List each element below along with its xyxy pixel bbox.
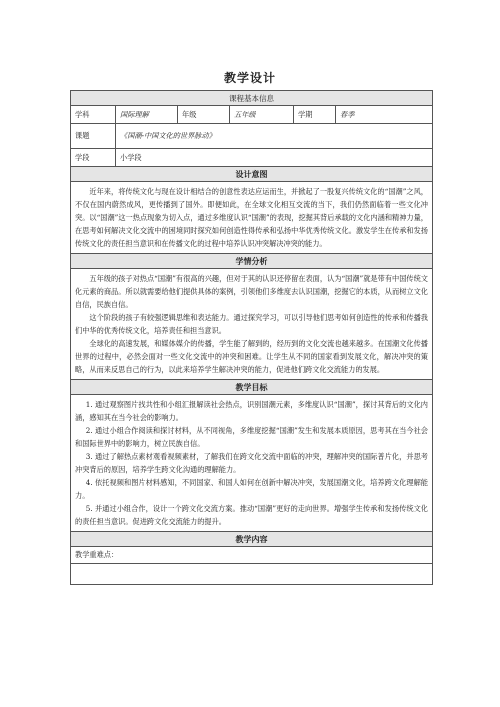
learner-analysis-paragraph: 这个阶段的孩子有较强逻辑思维和表达能力。通过探究学习，可以引导他们思考如何创造性的传承和传播我们中华的优秀传统文化，培养责任和担当意识。 — [75, 313, 428, 335]
objective-item: 3. 通过了解热点素材观看视频素材，了解我们在跨文化交流中面临的冲突，理解冲突的国际普片化，并思考冲突背后的原因，培养学生跨文化沟通的理解能力。 — [75, 452, 428, 474]
subject-label: 学科 — [71, 106, 116, 124]
lesson-plan-table — [70, 90, 433, 585]
subject-value: 国际理解 — [116, 106, 178, 124]
objective-item: 4. 依托视频和图片材料感知，不同国家、和国人如何在创新中解决冲突，发展国潮文化，培养跨文化理解能力。 — [75, 478, 428, 500]
learner-analysis-paragraph: 全球化的高速发展，和媒体媒介的传播，学生能了解到的，经历到的文化交流也越来越多。在国潮文化传播世界的过程中，必然会面对一些文化交流中的冲突和困难。让学生从不同的国家看到发展文化，解决冲突的策略，从而来反思自己的行为，以此来培养学生解决冲突的能力，促进他们跨文化交流能力的发展。 — [75, 339, 428, 374]
learner-analysis-header: 学情分析 — [71, 254, 433, 269]
objectives-header-row — [71, 380, 433, 395]
topic-row — [71, 124, 433, 149]
learner-analysis-row — [71, 269, 433, 380]
objective-item: 2. 通过小组合作阅读和探讨材料，从不同视角，多维度挖掘“国潮”发生和发展本质原因，思考其在当今社会和国际世界中的影响力，树立民族自信。 — [75, 426, 428, 448]
key-points-label: 教学重难点： — [71, 547, 433, 564]
topic-value: 《国潮-中国文化的世界脉动》 — [116, 124, 433, 149]
topic-label: 课题 — [71, 124, 116, 149]
term-value: 春季 — [336, 106, 433, 124]
page-title: 教学设计 — [223, 71, 276, 85]
key-points-row — [71, 547, 433, 564]
basic-info-header: 课程基本信息 — [71, 91, 433, 106]
objectives-row — [71, 395, 433, 532]
content-header-row — [71, 532, 433, 547]
design-intent-paragraph: 近年来，将传统文化与现在设计相结合的创意性表达应运而生，并掀起了一股复兴传统文化的“国潮”之风，不仅在国内蔚然成风，更传播到了国外。即便如此，在全球文化相互交流的当下，我们仍然面临着一些文化冲突。以“国潮”这一热点现象为切入点，通过多维度认识“国潮”的表现，挖掘其背后承载的文化内涵和精神力量，在思考如何解决文化交流中的困境同时探究如何创造性得传承和弘扬中华优秀传统文化。激发学生在传承和发扬传统文化的责任担当意识和在传播文化的过程中培养认识冲突解决冲突的能力。 — [75, 187, 428, 248]
design-intent-header-row — [71, 167, 433, 182]
stage-row — [71, 149, 433, 167]
subject-row — [71, 106, 433, 124]
design-intent-row — [71, 182, 433, 254]
learner-analysis-paragraph: 五年级的孩子对热点“国潮”有很高的兴趣，但对于其的认识还停留在表面，认为“国潮”就是带有中国传统文化元素的商品。所以就需要给他们提供具体的案例，引领他们多维度去认识国潮，挖掘它的本质，从而树立文化自信，民族自信。 — [75, 274, 428, 309]
objectives-header: 教学目标 — [71, 380, 433, 395]
content-header: 教学内容 — [71, 532, 433, 547]
grade-value: 五年级 — [230, 106, 294, 124]
basic-info-header-row — [71, 91, 433, 106]
learner-analysis-text — [71, 269, 433, 380]
stage-value: 小学段 — [116, 149, 433, 167]
design-intent-header: 设计意图 — [71, 167, 433, 182]
key-points-body-row — [71, 564, 433, 585]
key-points-body — [71, 564, 433, 585]
term-label: 学期 — [294, 106, 336, 124]
learner-analysis-header-row — [71, 254, 433, 269]
objective-item: 5. 并通过小组合作，设计一个跨文化交流方案。推动“国潮”更好的走向世界。增强学生传承和发扬传统文化的责任担当意识。促进跨文化交流能力的提升。 — [75, 504, 428, 526]
objective-item: 1. 通过观察图片找共性和小组汇报解读社会热点，识别国潮元素，多维度认识“国潮”，探讨其背后的文化内涵，感知其在当今社会的影响力。 — [75, 400, 428, 422]
grade-label: 年级 — [178, 106, 230, 124]
stage-label: 学段 — [71, 149, 116, 167]
design-intent-text — [71, 182, 433, 254]
objectives-list — [71, 395, 433, 532]
